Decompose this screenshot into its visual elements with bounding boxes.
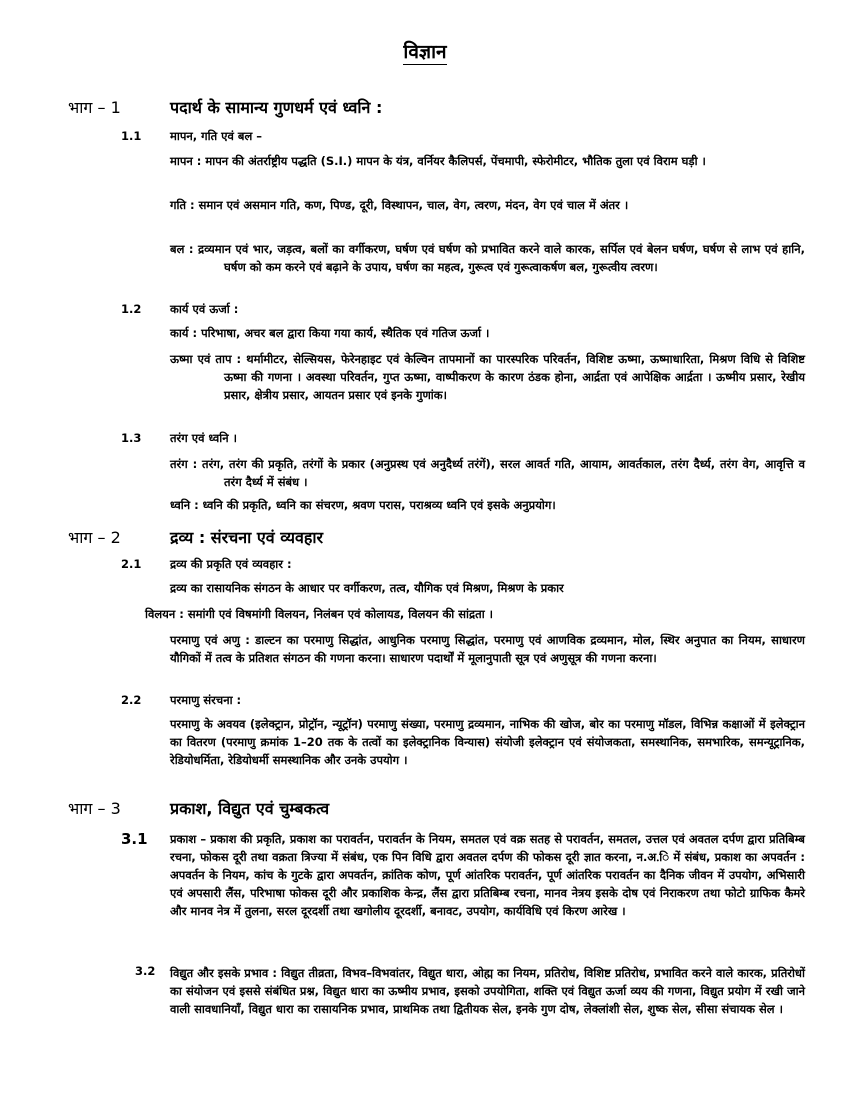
part-2-title: द्रव्य : संरचना एवं व्यवहार — [170, 528, 324, 547]
section-2-1-para-3: परमाणु एवं अणु : डाल्टन का परमाणु सिद्धांत, आधुनिक परमाणु सिद्धांत, परमाणु एवं आणविक द्रव्यमान, मोल, स्थिर अनुपात का नियम, साधारण यौगिकों में तत्व के प्रतिशत संगठन की गणना करना। साधारण पदार्थों में मूलानुपाती सूत्र एवं अणुसूत्र की गणना करना। — [170, 633, 805, 665]
section-1-2-para-1: कार्य : परिभाषा, अचर बल द्वारा किया गया कार्य, स्थैतिक एवं गतिज ऊर्जा । — [170, 326, 490, 340]
section-3-2-number: 3.2 — [135, 964, 156, 978]
section-1-1-para-1: मापन : मापन की अंतर्राष्ट्रीय पद्धति (S.I.) मापन के यंत्र, वर्नियर कैलिपर्स, पेंचमापी, स्फेरोमीटर, भौतिक तुला एवं विराम घड़ी । — [170, 154, 706, 168]
part-1-label: भाग – 1 — [68, 98, 121, 117]
part-1-title: पदार्थ के सामान्य गुणधर्म एवं ध्वनि : — [170, 98, 383, 117]
section-1-2-heading: कार्य एवं ऊर्जा : — [170, 302, 239, 316]
section-1-3-heading: तरंग एवं ध्वनि । — [170, 431, 237, 445]
part-3-label: भाग – 3 — [68, 799, 121, 818]
section-1-3-para-1: तरंग : तरंग, तरंग की प्रकृति, तरंगों के प्रकार (अनुप्रस्थ एवं अनुदैर्ध्य तरंगें), सरल आवर्त गति, आयाम, आवर्तकाल, तरंग दैर्ध्य, तरंग वेग, आवृत्ति व तरंग दैर्ध्य में संबंध । — [170, 457, 805, 489]
part-2-heading — [68, 526, 810, 548]
part-2-label: भाग – 2 — [68, 528, 121, 547]
section-2-2-para-1: परमाणु के अवयव (इलेक्ट्रान, प्रोट्रॉन, न्यूट्रॉन) परमाणु संख्या, परमाणु द्रव्यमान, नाभिक की खोज, बोर का परमाणु मॉडल, विभिन्न कक्षाओं में इलेक्ट्रान का वितरण (परमाणु क्रमांक 1–20 तक के तत्वों का इलेक्ट्रानिक विन्यास) संयोजी इलेक्ट्रान एवं संयोजकता, समस्थानिक, समभारिक, समन्यूट्रानिक, रेडियोधर्मिता, रेडियोधर्मी समस्थानिक और उनके उपयोग । — [170, 717, 805, 767]
section-1-2-para-2: ऊष्मा एवं ताप : थर्मामीटर, सेल्सियस, फेरेनहाइट एवं केल्विन तापमानों का पारस्परिक परिवर्तन, विशिष्ट ऊष्मा, ऊष्माधारिता, मिश्रण विधि से विशिष्ट ऊष्मा की गणना । अवस्था परिवर्तन, गुप्त ऊष्मा, वाष्पीकरण के कारण ठंडक होना, आर्द्रता एवं आपेक्षिक आर्द्रता । ऊष्मीय प्रसार, रेखीय प्रसार, क्षेत्रीय प्रसार, आयतन प्रसार एवं इनके गुणांक। — [170, 352, 805, 402]
section-3-2-para-1: विद्युत और इसके प्रभाव : विद्युत तीव्रता, विभव–विभवांतर, विद्युत धारा, ओह्म का नियम, प्रतिरोध, विशिष्ट प्रतिरोध, प्रभावित करने वाले कारक, प्रतिरोधों का संयोजन एवं इससे संबंधित प्रश्न, विद्युत धारा का ऊष्मीय प्रभाव, इसको उपयोगिता, शक्ति एवं विद्युत ऊर्जा व्यय की गणना, विद्युत प्रयोग में रखी जाने वाली सावधानियाँ, विद्युत धारा का रासायनिक प्रभाव, प्राथमिक तथा द्वितीयक सेल, इनके गुण दोष, लेक्लांशी सेल, शुष्क सेल, सीसा संचायक सेल । — [170, 966, 805, 1016]
section-1-1-number: 1.1 — [121, 129, 142, 143]
page-title — [0, 38, 850, 64]
section-1-3-number: 1.3 — [121, 431, 142, 445]
section-2-1-number: 2.1 — [121, 557, 142, 571]
section-3-1-para-1: प्रकाश – प्रकाश की प्रकृति, प्रकाश का परावर्तन, परावर्तन के नियम, समतल एवं वक्र सतह से परावर्तन, समतल, उत्तल एवं अवतल दर्पण द्वारा प्रतिबिम्ब रचना, फोकस दूरी तथा वक्रता त्रिज्या में संबंध, एक पिन विधि द्वारा अवतल दर्पण की फोकस दूरी ज्ञात करना, न.अ.ि में संबंध, प्रकाश का अपवर्तन : अपवर्तन के नियम, कांच के गुटके द्वारा अपवर्तन, क्रांतिक कोण, पूर्ण आंतरिक परावर्तन, पूर्ण आंतरिक परावर्तन का दैनिक जीवन में उपयोग, अभिसारी एवं अपसारी लैंस, परिभाषा फोकस दूरी और प्रकाशिक केन्द्र, लैंस द्वारा प्रतिबिम्ब रचना, मानव नेत्रय इसके दोष एवं निराकरण तथा फोटो ग्राफिक कैमरे और मानव नेत्र में तुलना, सरल दूरदर्शी तथा खगोलीय दूरदर्शी, बनावट, उपयोग, कार्यविधि एवं किरण आरेख । — [170, 832, 805, 918]
part-3-heading — [68, 797, 810, 819]
section-2-2-number: 2.2 — [121, 693, 142, 707]
section-2-1-heading: द्रव्य की प्रकृति एवं व्यवहार : — [170, 557, 292, 571]
section-1-1-para-3: बल : द्रव्यमान एवं भार, जड़त्व, बलों का वर्गीकरण, घर्षण एवं घर्षण को प्रभावित करने वाले कारक, सर्पिल एवं बेलन घर्षण, घर्षण से लाभ एवं हानि, घर्षण को कम करने एवं बढ़ाने के उपाय, घर्षण का महत्व, गुरूत्व एवं गुरूत्वाकर्षण बल, गुरूत्वीय त्वरण। — [170, 242, 805, 274]
section-1-2-number: 1.2 — [121, 302, 142, 316]
section-3-1-number: 3.1 — [121, 830, 148, 848]
section-2-2-heading: परमाणु संरचना : — [170, 693, 242, 707]
part-3-title: प्रकाश, विद्युत एवं चुम्बकत्व — [170, 799, 330, 818]
page-title-text: विज्ञान — [403, 41, 447, 63]
section-2-1-para-1: द्रव्य का रासायनिक संगठन के आधार पर वर्गीकरण, तत्व, यौगिक एवं मिश्रण, मिश्रण के प्रकार — [170, 581, 564, 595]
section-2-1-para-2: विलयन : समांगी एवं विषमांगी विलयन, निलंबन एवं कोलायड, विलयन की सांद्रता । — [145, 607, 494, 621]
part-1-heading — [68, 96, 810, 118]
section-1-1-para-2: गति : समान एवं असमान गति, कण, पिण्ड, दूरी, विस्थापन, चाल, वेग, त्वरण, मंदन, वेग एवं चाल में अंतर । — [170, 198, 629, 212]
section-1-1-heading: मापन, गति एवं बल – — [170, 129, 263, 143]
section-1-3-para-2: ध्वनि : ध्वनि की प्रकृति, ध्वनि का संचरण, श्रवण परास, पराश्रव्य ध्वनि एवं इसके अनुप्रयोग। — [170, 498, 556, 512]
